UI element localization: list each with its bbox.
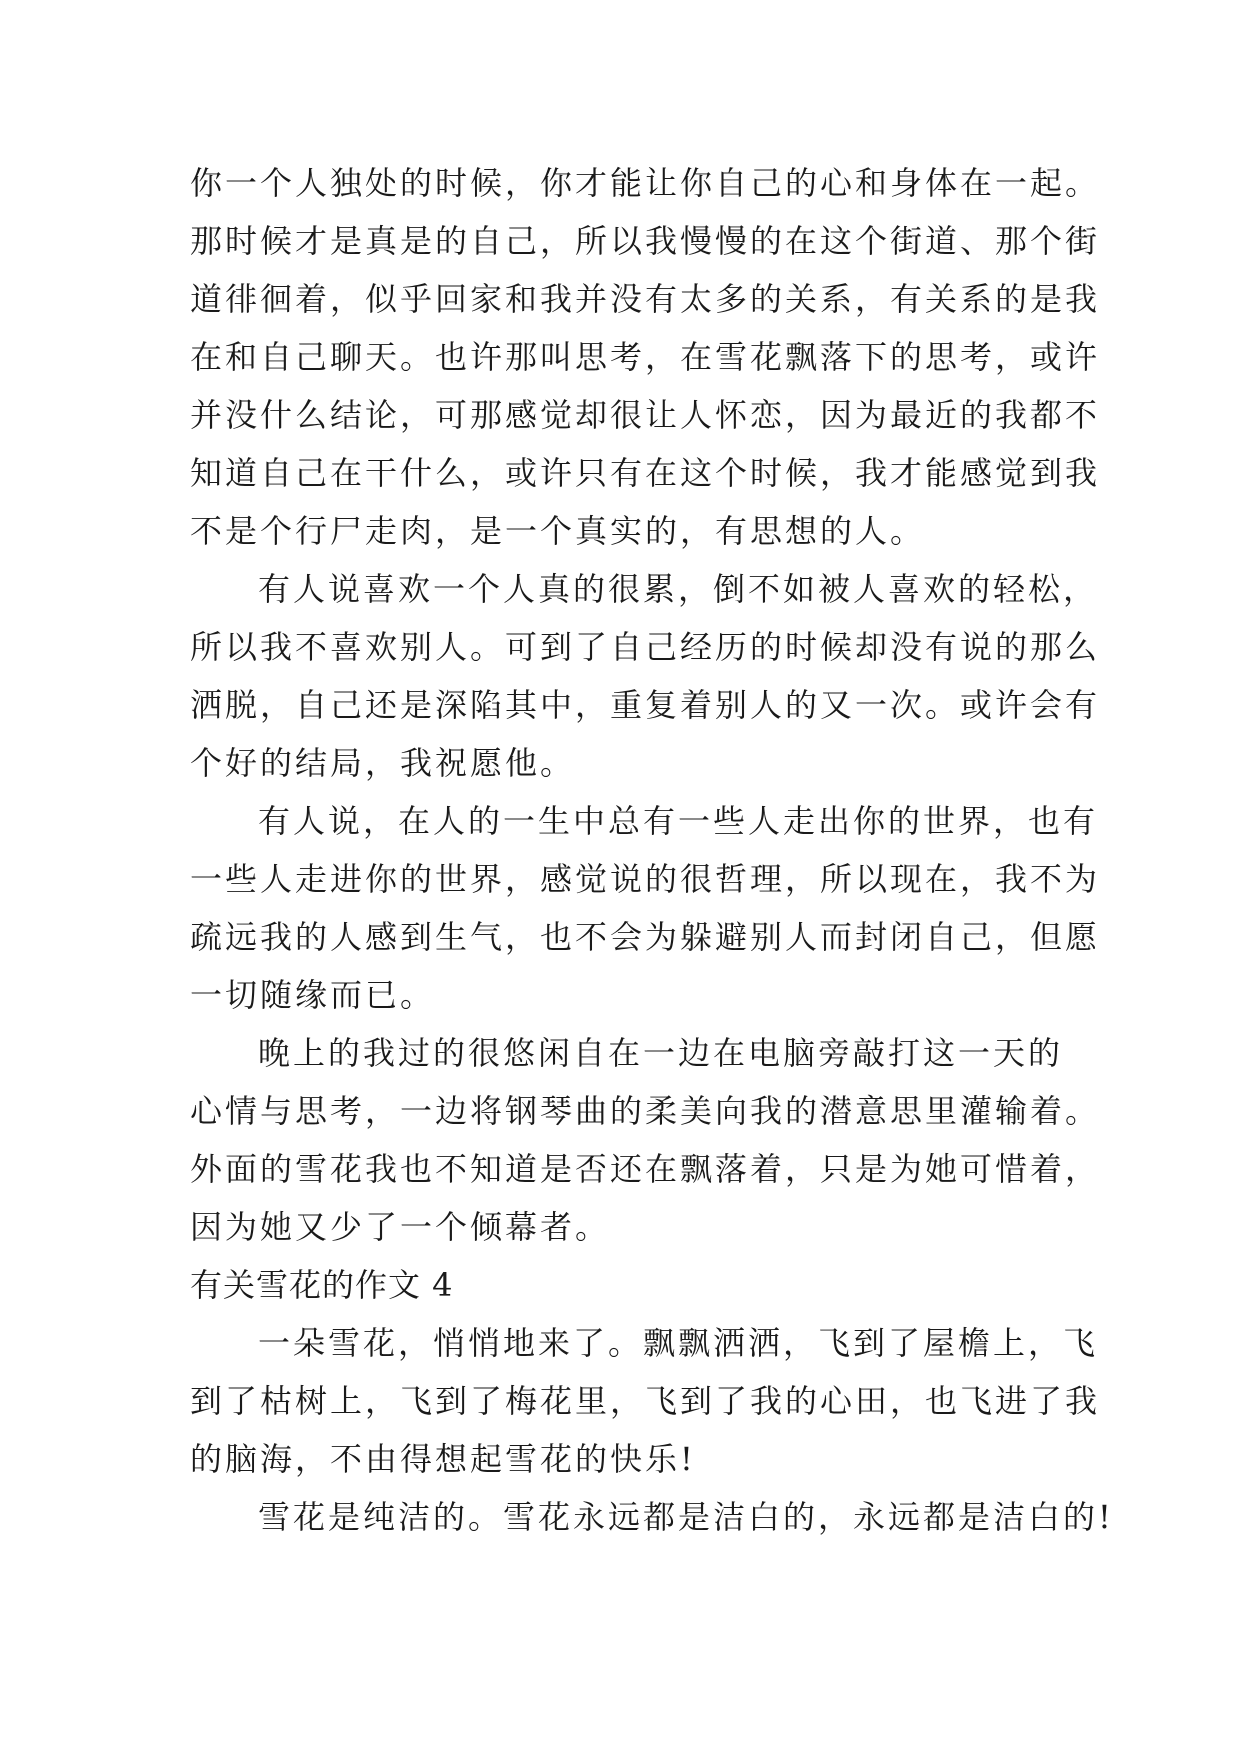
- text-line: 并没什么结论，可那感觉却很让人怀恋，因为最近的我都不: [190, 396, 1101, 434]
- text-line: 晚上的我过的很悠闲自在一边在电脑旁敲打这一天的: [258, 1034, 1064, 1072]
- text-line: 外面的雪花我也不知道是否还在飘落着，只是为她可惜着，: [190, 1150, 1101, 1188]
- text-line: 有人说喜欢一个人真的很累，倒不如被人喜欢的轻松，: [258, 570, 1099, 608]
- text-line: 洒脱，自己还是深陷其中，重复着别人的又一次。或许会有: [190, 686, 1101, 724]
- text-line: 因为她又少了一个倾幕者。: [190, 1208, 611, 1246]
- text-line: 有人说，在人的一生中总有一些人走出你的世界，也有: [258, 802, 1099, 840]
- text-line: 知道自己在干什么，或许只有在这个时候，我才能感觉到我: [190, 454, 1101, 492]
- text-line: 一朵雪花，悄悄地来了。飘飘洒洒，飞到了屋檐上，飞: [258, 1324, 1099, 1362]
- text-line: 你一个人独处的时候，你才能让你自己的心和身体在一起。: [190, 164, 1101, 202]
- text-line: 不是个行尸走肉，是一个真实的，有思想的人。: [190, 512, 926, 550]
- text-line: 一切随缘而已。: [190, 976, 436, 1014]
- text-line: 所以我不喜欢别人。可到了自己经历的时候却没有说的那么: [190, 628, 1101, 666]
- text-line: 到了枯树上，飞到了梅花里，飞到了我的心田，也飞进了我: [190, 1382, 1101, 1420]
- essay-text: [190, 154, 1114, 1546]
- text-line: 在和自己聊天。也许那叫思考，在雪花飘落下的思考，或许: [190, 338, 1101, 376]
- text-line: 雪花是纯洁的。雪花永远都是洁白的，永远都是洁白的!: [258, 1498, 1114, 1536]
- text-line: 的脑海，不由得想起雪花的快乐!: [190, 1440, 696, 1478]
- text-line: 疏远我的人感到生气，也不会为躲避别人而封闭自己，但愿: [190, 918, 1101, 956]
- text-line: 一些人走进你的世界，感觉说的很哲理，所以现在，我不为: [190, 860, 1101, 898]
- section-heading: 有关雪花的作文 4: [190, 1266, 454, 1304]
- text-line: 道徘徊着，似乎回家和我并没有太多的关系，有关系的是我: [190, 280, 1101, 318]
- text-line: 个好的结局，我祝愿他。: [190, 744, 576, 782]
- text-line: 心情与思考，一边将钢琴曲的柔美向我的潜意思里灌输着。: [190, 1092, 1101, 1130]
- text-line: 那时候才是真是的自己，所以我慢慢的在这个街道、那个街: [190, 222, 1101, 260]
